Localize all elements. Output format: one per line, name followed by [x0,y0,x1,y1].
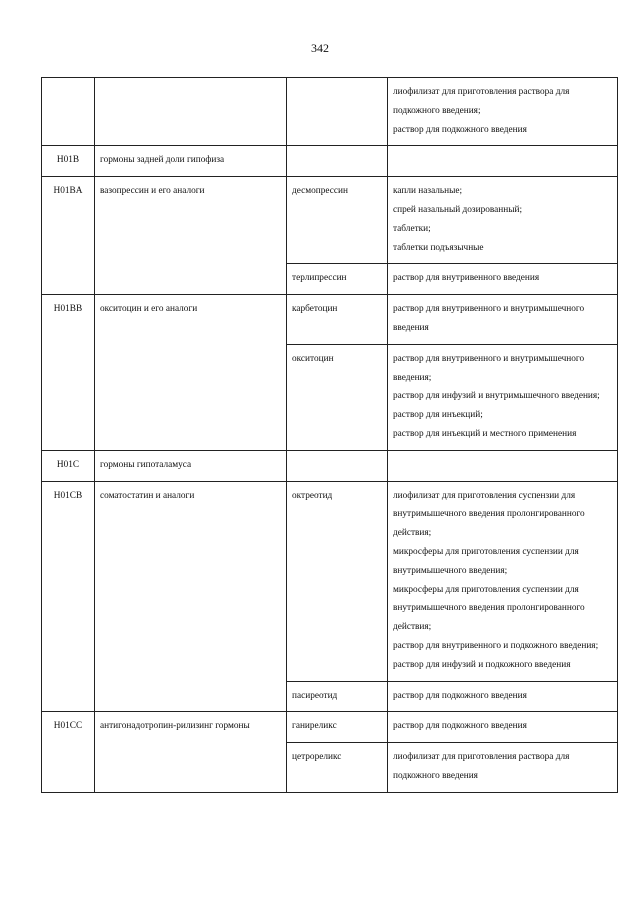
drug-name-cell: десмопрессин [287,177,388,264]
drug-name-cell: окситоцин [287,344,388,450]
group-name-cell [95,681,287,712]
dosage-form: микросферы для приготовления суспензии для внутримышечного введения пролонгированного действия; [393,584,585,633]
atc-code-cell: H01C [42,450,95,481]
group-name-cell: гормоны гипоталамуса [95,450,287,481]
dosage-form: раствор для внутривенного введения [393,273,540,284]
dosage-form: раствор для подкожного введения [393,124,527,135]
dosage-form: раствор для инъекций и местного применения [393,428,577,439]
atc-code-cell [42,681,95,712]
table-row [42,743,618,793]
dosage-form: таблетки подъязычные [393,242,484,253]
dosage-forms-cell [388,177,618,264]
table-row [42,295,618,345]
group-name-cell [95,344,287,450]
table-row [42,344,618,450]
dosage-form: лиофилизат для приготовления раствора для подкожного введения [393,752,570,781]
dosage-form: раствор для подкожного введения [393,690,527,701]
table-row [42,450,618,481]
dosage-forms-cell [388,264,618,295]
dosage-forms-cell [388,681,618,712]
group-name-cell [95,78,287,146]
dosage-form: микросферы для приготовления суспензии для внутримышечного введения; [393,546,579,576]
dosage-form: раствор для инфузий и внутримышечного введения; [393,391,600,402]
dosage-forms-cell [388,481,618,681]
dosage-form: раствор для внутривенного и внутримышечного введения [393,304,585,333]
group-name-cell: гормоны задней доли гипофиза [95,146,287,177]
drug-name-cell [287,78,388,146]
dosage-form: лиофилизат для приготовления раствора для подкожного введения; [393,87,570,116]
drug-classification-table [41,77,618,793]
drug-name-cell: ганиреликс [287,712,388,743]
dosage-forms-cell [388,712,618,743]
dosage-form: раствор для внутривенного и подкожного введения; [393,640,599,651]
dosage-forms-cell [388,344,618,450]
drug-name-cell: пасиреотид [287,681,388,712]
table-row [42,146,618,177]
dosage-form: раствор для внутривенного и внутримышечного введения; [393,353,585,383]
group-name-cell [95,264,287,295]
dosage-forms-cell [388,146,618,177]
atc-code-cell [42,344,95,450]
group-name-cell: вазопрессин и его аналоги [95,177,287,264]
dosage-form: раствор для подкожного введения [393,721,527,732]
drug-name-cell: терлипрессин [287,264,388,295]
atc-code-cell: H01CC [42,712,95,743]
table-row [42,481,618,681]
dosage-forms-cell [388,743,618,793]
drug-name-cell [287,450,388,481]
dosage-form: раствор для инфузий и подкожного введения [393,659,571,670]
drug-name-cell: октреотид [287,481,388,681]
table-row [42,177,618,264]
dosage-forms-cell [388,295,618,345]
dosage-form: таблетки; [393,223,431,234]
page-number: 342 [311,41,329,55]
drug-name-cell: цетрореликс [287,743,388,793]
group-name-cell [95,743,287,793]
group-name-cell: антигонадотропин-рилизинг гормоны [95,712,287,743]
atc-code-cell [42,78,95,146]
dosage-forms-cell [388,78,618,146]
dosage-form: капли назальные; [393,186,463,197]
atc-code-cell [42,743,95,793]
table-row [42,78,618,146]
group-name-cell: соматостатин и аналоги [95,481,287,681]
atc-code-cell: H01BA [42,177,95,264]
atc-code-cell [42,264,95,295]
atc-code-cell: H01BB [42,295,95,345]
table-row [42,264,618,295]
dosage-form: раствор для инъекций; [393,410,483,421]
dosage-form: лиофилизат для приготовления суспензии для внутримышечного введения пролонгированного действия; [393,490,585,539]
group-name-cell: окситоцин и его аналоги [95,295,287,345]
table-row [42,681,618,712]
drug-name-cell [287,146,388,177]
dosage-form: спрей назальный дозированный; [393,204,523,215]
dosage-forms-cell [388,450,618,481]
drug-name-cell: карбетоцин [287,295,388,345]
atc-code-cell: H01CB [42,481,95,681]
atc-code-cell: H01B [42,146,95,177]
table-row [42,712,618,743]
